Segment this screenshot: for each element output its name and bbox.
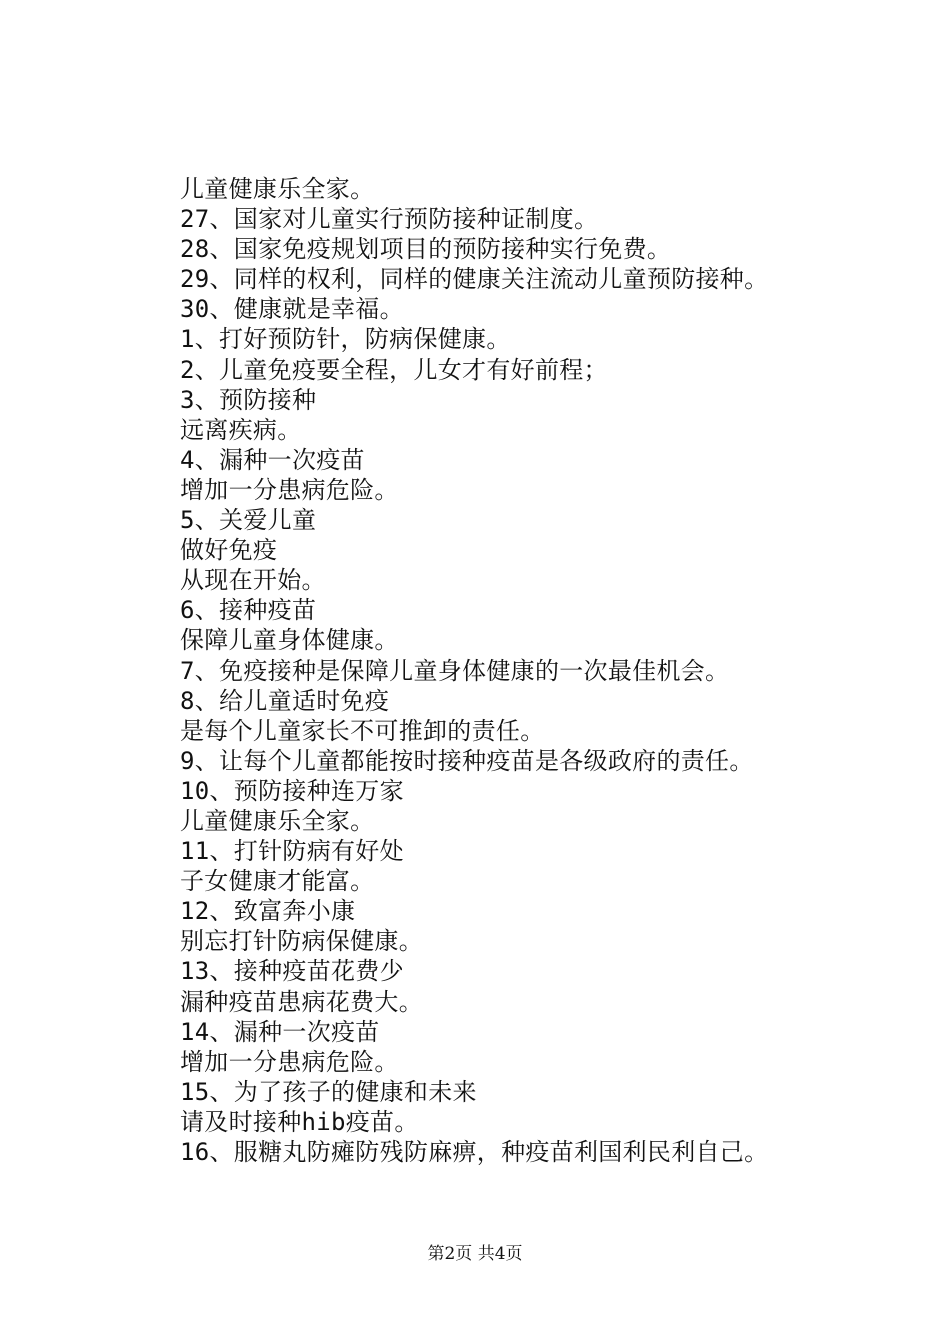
text-line: 10、预防接种连万家 xyxy=(180,776,404,805)
text-line: 30、健康就是幸福。 xyxy=(180,295,404,324)
text-line: 儿童健康乐全家。 xyxy=(180,806,375,835)
text-line: 28、国家免疫规划项目的预防接种实行免费。 xyxy=(180,235,672,264)
text-line: 9、让每个儿童都能按时接种疫苗是各级政府的责任。 xyxy=(180,746,754,775)
text-line: 1、打好预防针，防病保健康。 xyxy=(180,325,511,354)
text-line: 16、服糖丸防瘫防残防麻痹，种疫苗利国利民利自己。 xyxy=(180,1138,769,1166)
text-line: 子女健康才能富。 xyxy=(180,867,375,896)
text-line: 27、国家对儿童实行预防接种证制度。 xyxy=(180,205,599,234)
text-line: 2、儿童免疫要全程，儿女才有好前程； xyxy=(180,355,608,384)
text-line: 是每个儿童家长不可推卸的责任。 xyxy=(180,716,545,745)
text-line: 远离疾病。 xyxy=(180,415,302,444)
text-line: 增加一分患病危险。 xyxy=(180,475,399,504)
text-line: 增加一分患病危险。 xyxy=(180,1047,399,1076)
text-line: 11、打针防病有好处 xyxy=(180,837,404,866)
text-line: 漏种疫苗患病花费大。 xyxy=(180,987,423,1016)
text-line: 8、给儿童适时免疫 xyxy=(180,686,390,715)
text-line: 5、关爱儿童 xyxy=(180,506,317,535)
text-line: 4、漏种一次疫苗 xyxy=(180,445,365,474)
text-line: 12、致富奔小康 xyxy=(180,897,356,926)
text-line: 别忘打针防病保健康。 xyxy=(180,927,423,956)
text-line: 做好免疫 xyxy=(180,536,278,565)
text-line: 29、同样的权利，同样的健康关注流动儿童预防接种。 xyxy=(180,265,769,294)
text-line: 13、接种疫苗花费少 xyxy=(180,957,404,986)
text-line: 15、为了孩子的健康和未来 xyxy=(180,1077,477,1106)
text-line: 6、接种疫苗 xyxy=(180,596,317,625)
text-line: 14、漏种一次疫苗 xyxy=(180,1017,380,1046)
text-line: 7、免疫接种是保障儿童身体健康的一次最佳机会。 xyxy=(180,656,730,685)
text-line: 从现在开始。 xyxy=(180,566,326,595)
page-number-label: 第2页 共4页 xyxy=(427,1244,523,1264)
text-line: 请及时接种hib疫苗。 xyxy=(180,1107,419,1136)
text-line: 保障儿童身体健康。 xyxy=(180,626,399,655)
page-footer xyxy=(0,1243,950,1265)
text-line: 3、预防接种 xyxy=(180,385,317,414)
document-body xyxy=(180,174,920,1167)
text-line: 儿童健康乐全家。 xyxy=(180,175,375,203)
